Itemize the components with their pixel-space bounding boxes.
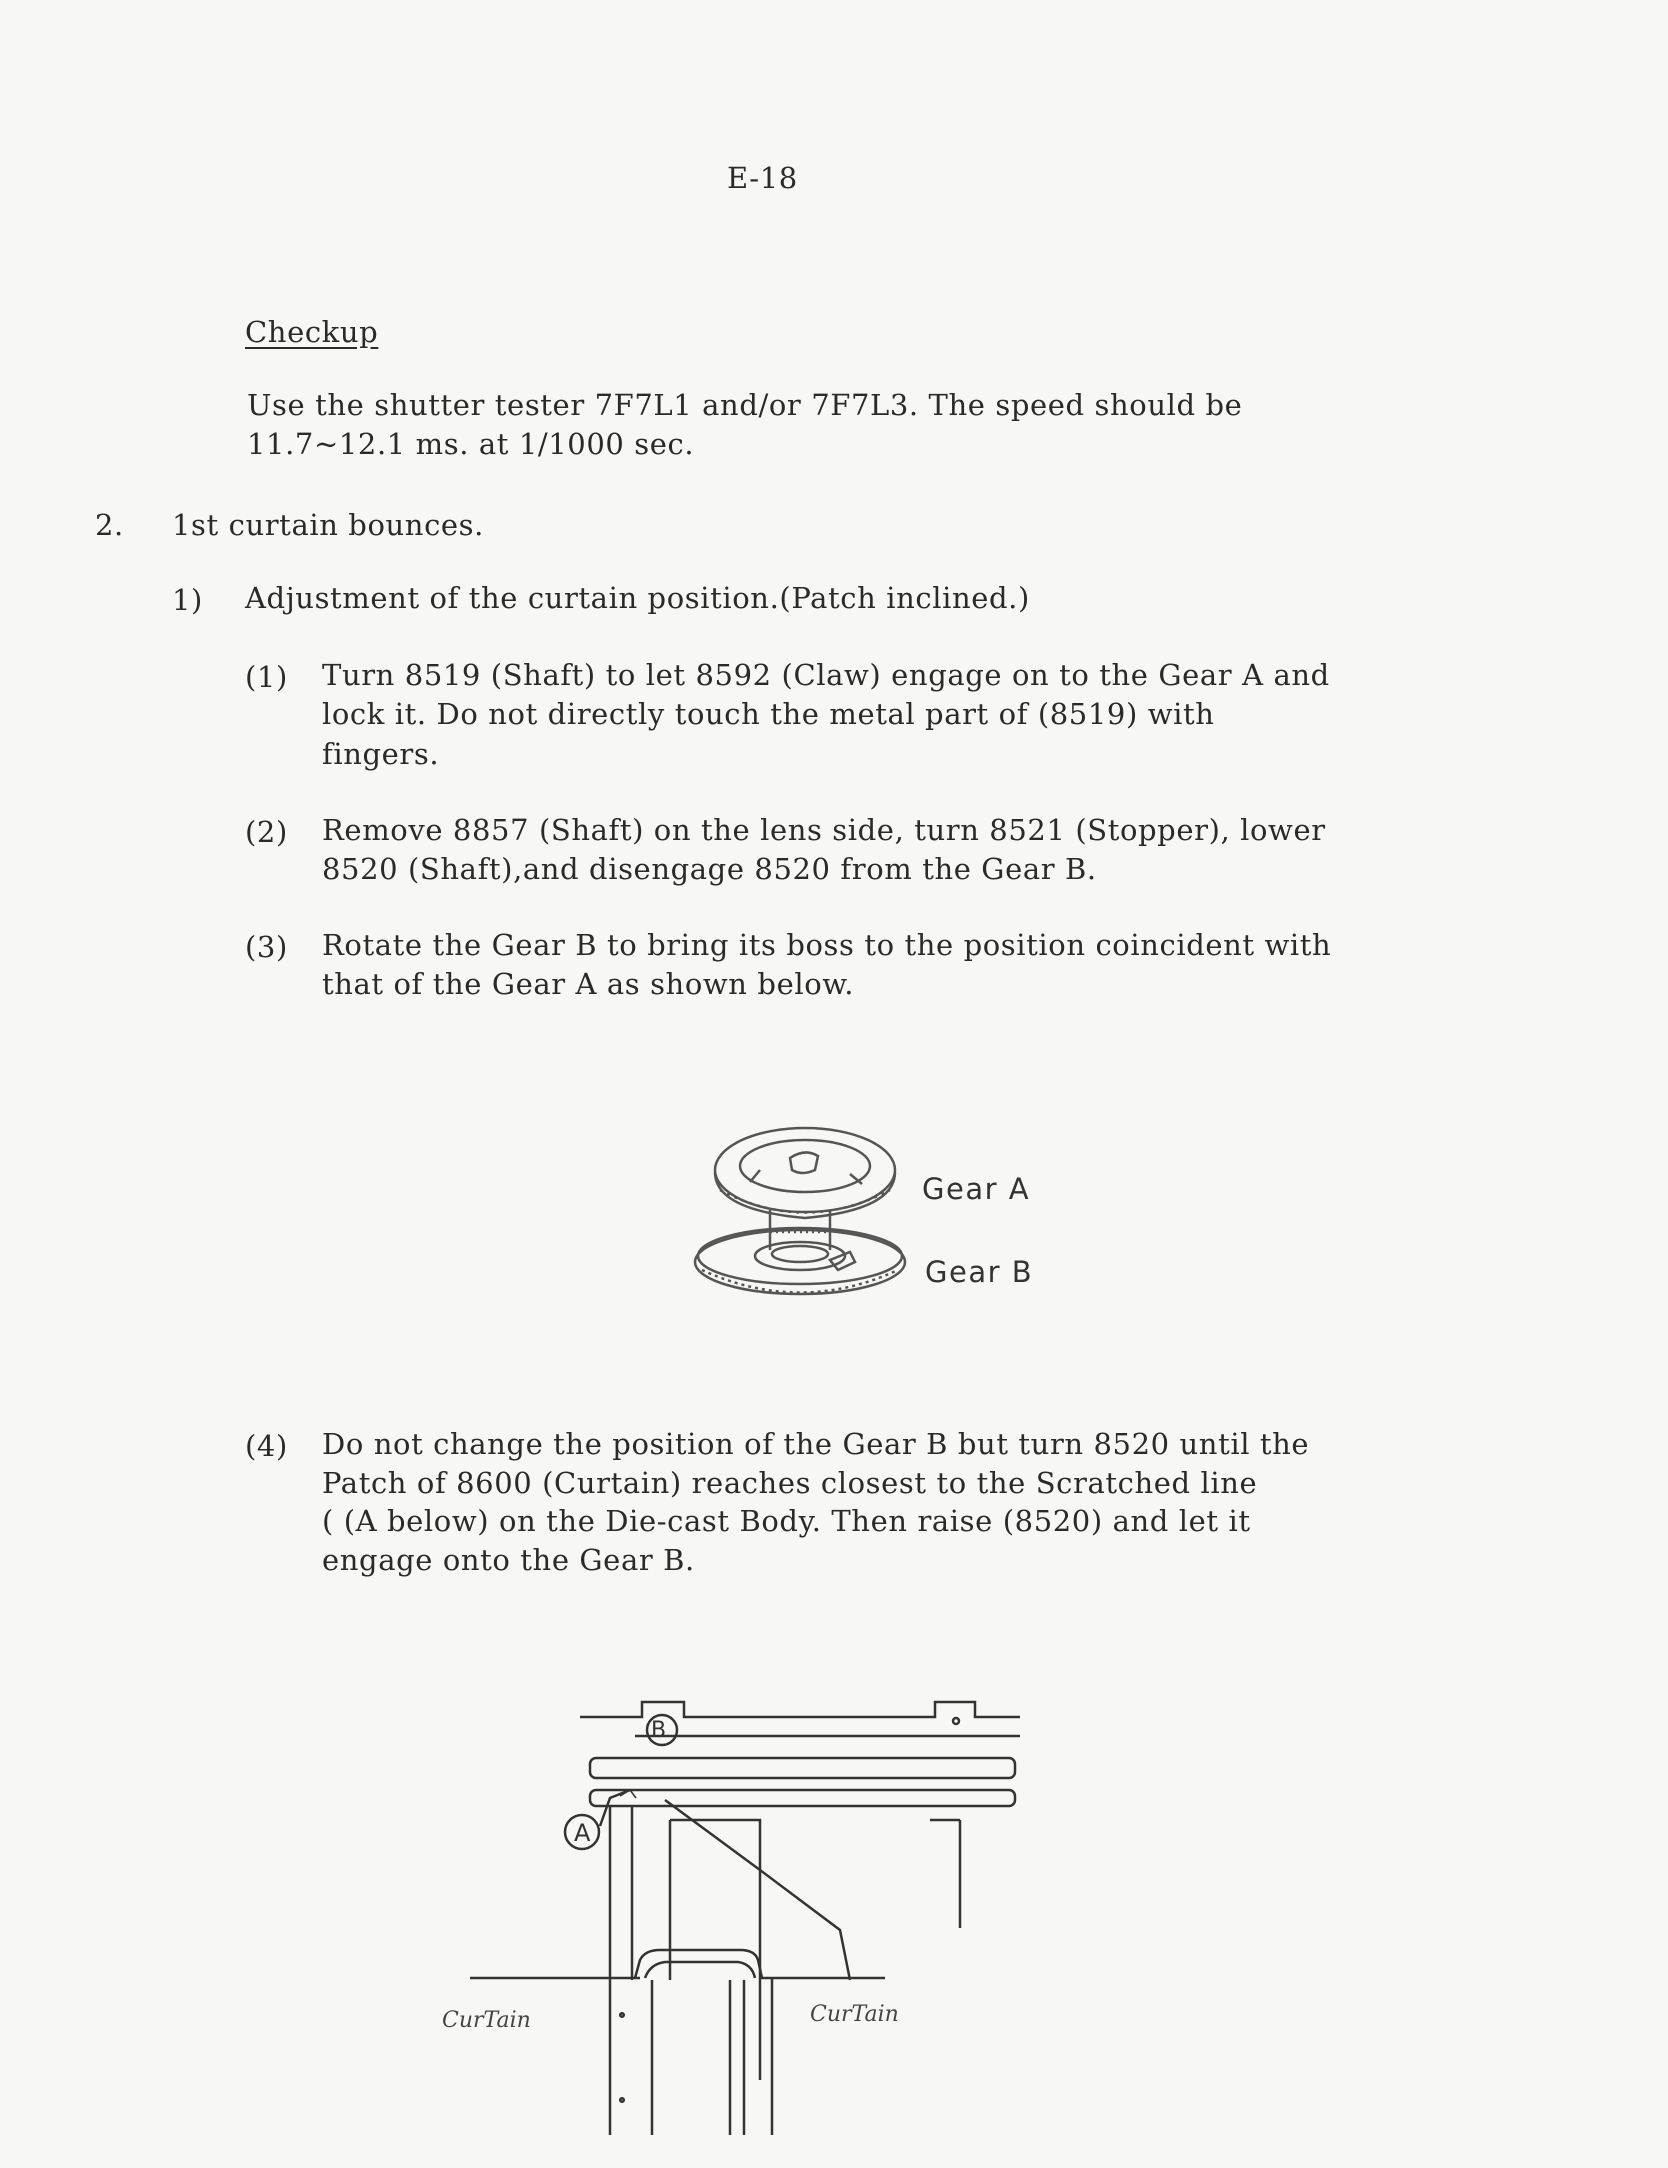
subsection-number: 1) [172,583,203,617]
checkup-line-1: Use the shutter tester 7F7L1 and/or 7F7L3. The speed should be [247,388,1243,422]
subsection-title: Adjustment of the curtain position.(Patch inclined.) [245,581,1030,615]
cross-section-figure [460,1680,1040,2140]
step-2-line-1: Remove 8857 (Shaft) on the lens side, turn 8521 (Stopper), lower [322,813,1326,847]
step-1-number: (1) [245,660,288,694]
section-2-title: 1st curtain bounces. [172,508,484,542]
step-3-number: (3) [245,930,288,964]
gear-figure [690,1110,920,1310]
curtain-left-label: CurTain [442,2008,531,2033]
step-1-line-3: fingers. [322,737,440,771]
cross-section-drawing [460,1680,1040,2140]
curtain-right-label: CurTain [810,2002,899,2027]
step-4-number: (4) [245,1429,288,1463]
gear-drawing [690,1110,920,1310]
step-3-line-1: Rotate the Gear B to bring its boss to the position coincident with [322,928,1332,962]
step-2-line-2: 8520 (Shaft),and disengage 8520 from the Gear B. [322,852,1097,886]
checkup-heading: Checkup [245,315,379,349]
marker-b-label: B [651,1718,667,1743]
checkup-line-2: 11.7∼12.1 ms. at 1/1000 sec. [247,427,695,461]
page-number: E-18 [727,161,798,195]
step-4-line-4: engage onto the Gear B. [322,1543,695,1577]
step-3-line-2: that of the Gear A as shown below. [322,967,855,1001]
gear-b-label: Gear B [925,1255,1034,1289]
section-2-number: 2. [95,508,124,542]
marker-a-label: A [574,1819,591,1847]
step-4-line-1: Do not change the position of the Gear B but turn 8520 until the [322,1427,1310,1461]
step-2-number: (2) [245,815,288,849]
step-1-line-2: lock it. Do not directly touch the metal part of (8519) with [322,697,1215,731]
step-4-line-2: Patch of 8600 (Curtain) reaches closest to the Scratched line [322,1466,1258,1500]
gear-a-label: Gear A [922,1172,1031,1206]
step-4-line-3: ( (A below) on the Die-cast Body. Then raise (8520) and let it [322,1504,1251,1538]
step-1-line-1: Turn 8519 (Shaft) to let 8592 (Claw) engage on to the Gear A and [322,658,1330,692]
